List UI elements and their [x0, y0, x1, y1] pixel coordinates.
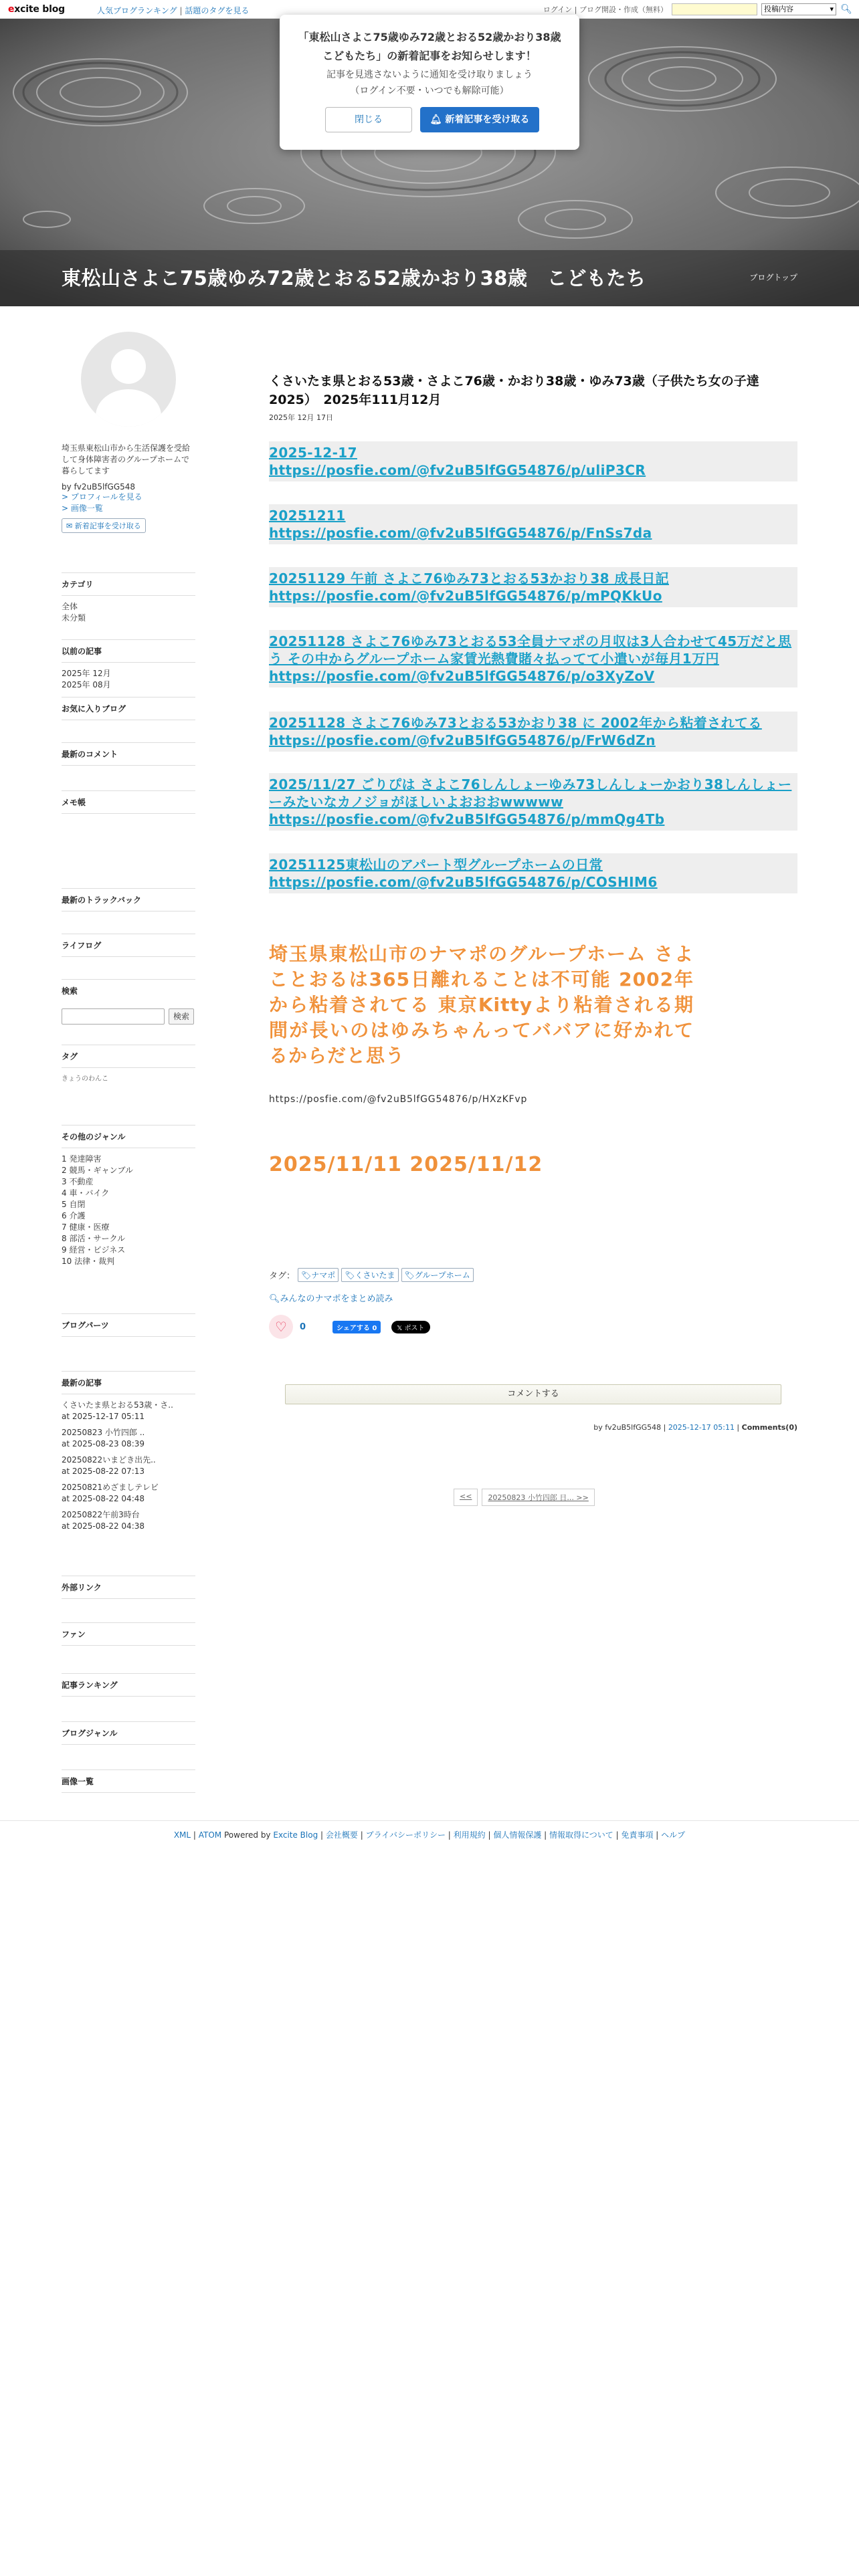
genre-item[interactable]: 8 部活・サークル [62, 1234, 126, 1243]
tag-item[interactable]: きょうのわんこ [62, 1075, 108, 1083]
reaction-bar [269, 1315, 430, 1339]
category-uncategorized[interactable]: 未分類 [62, 613, 86, 623]
archive-2025-08[interactable]: 2025年 08月 [62, 680, 111, 689]
link-block-url[interactable]: https://posfie.com/@fv2uB5lfGG54876/p/o3XyZoV [269, 668, 655, 684]
post-byline: by fv2uB5lfGG548 | 2025-12-17 05:11 | Comments(0) [593, 1423, 797, 1432]
genre-section [62, 1125, 195, 1267]
footer-atom-link[interactable]: ATOM [198, 1830, 222, 1840]
subscription-popup [280, 15, 579, 150]
genre-heading: その他のジャンル [62, 1125, 195, 1148]
footer-excite-link[interactable]: Excite Blog [273, 1830, 318, 1840]
profile-user: by fv2uB5lfGG548 [62, 482, 136, 492]
recent-post-item[interactable] [62, 1509, 195, 1532]
popup-desc-line-1: 記事を見逃さないように通知を受け取りましょう [326, 70, 533, 80]
tag-namapo[interactable]: 🏷︎ナマポ [298, 1268, 339, 1282]
blog-parts-section [62, 1313, 195, 1337]
top-right-tools [543, 3, 852, 16]
byline-comments[interactable]: Comments(0) [741, 1423, 797, 1432]
search-heading: 検索 [62, 979, 195, 1002]
orange-headline: 埼玉県東松山市のナマポのグループホーム さよことおるは365日離れることは不可能 2002年から粘着されてる 東京Kittyより粘着される期間が長いのはゆみちゃんってババアに好かれてるからだと思う [269, 943, 694, 1067]
link-divider: | [179, 6, 185, 15]
blog-search-button[interactable]: 検索 [169, 1008, 194, 1025]
footer-personal-info-link[interactable]: 個人情報保護 [493, 1830, 542, 1840]
ranking-link[interactable]: 人気ブログランキング [97, 6, 177, 15]
x-post-button[interactable]: 𝕏 ポスト [391, 1321, 430, 1333]
blog-genre-section [62, 1721, 195, 1745]
recent-post-date: at 2025-08-22 04:38 [62, 1521, 145, 1531]
image-list-link[interactable]: > 画像一覧 [62, 504, 103, 513]
genre-item[interactable]: 3 不動産 [62, 1177, 94, 1186]
archive-heading: 以前の記事 [62, 639, 195, 663]
link-block-url[interactable]: https://posfie.com/@fv2uB5lfGG54876/p/FnSs7da [269, 525, 652, 541]
recent-comments-section [62, 742, 195, 766]
excite-blog-logo[interactable]: excite blog [8, 4, 65, 15]
pager-next[interactable]: 20250823 小竹四郎 日... >> [482, 1489, 594, 1506]
genre-item[interactable]: 5 自閉 [62, 1200, 86, 1209]
magnifier-icon: 🔍︎ [269, 1294, 280, 1304]
recent-post-item[interactable] [62, 1427, 195, 1450]
post-tags [269, 1268, 474, 1282]
byline-permalink[interactable]: 2025-12-17 05:11 [668, 1423, 735, 1432]
link-block [269, 567, 797, 607]
link-block [269, 712, 797, 752]
search-section [62, 979, 195, 1025]
external-links-heading: 外部リンク [62, 1576, 195, 1599]
recent-posts-list [62, 1394, 195, 1532]
recent-post-date: at 2025-08-23 08:39 [62, 1439, 145, 1448]
profile-text: 埼玉県東松山市から生活保護を受給して身体障害者のグループホームで暮らしてます [62, 443, 191, 475]
recent-posts-section [62, 1371, 195, 1537]
tag-heading: タグ [62, 1045, 195, 1068]
sidebar-subscribe-button[interactable] [62, 518, 146, 533]
recent-posts-heading: 最新の記事 [62, 1371, 195, 1394]
comment-button[interactable]: コメントする [285, 1384, 781, 1404]
images-heading: 画像一覧 [62, 1769, 195, 1793]
recent-post-item[interactable] [62, 1455, 195, 1477]
external-links-section [62, 1576, 195, 1599]
post-ranking-heading: 記事ランキング [62, 1673, 195, 1697]
fans-heading: ファン [62, 1622, 195, 1646]
genre-item[interactable]: 10 法律・裁判 [62, 1257, 115, 1266]
footer-xml-link[interactable]: XML [173, 1830, 191, 1840]
footer-info-acquisition-link[interactable]: 情報取得について [549, 1830, 613, 1840]
trackback-section [62, 888, 195, 911]
recent-post-title[interactable]: 20250821めざましテレビ [62, 1483, 159, 1492]
blog-top-link[interactable]: ブログトップ [749, 273, 797, 282]
recent-post-date: at 2025-08-22 07:13 [62, 1467, 145, 1476]
footer: XML | ATOM Powered by Excite Blog | 会社概要 | プライバシーポリシー | 利用規約 | 個人情報保護 | 情報取得について | 免責事項 | ヘルプ [0, 1820, 859, 1840]
link-block-title[interactable]: 20251211 [269, 508, 346, 524]
footer-terms-link[interactable]: 利用規約 [453, 1830, 486, 1840]
footer-privacy-link[interactable]: プライバシーポリシー [365, 1830, 446, 1840]
favorite-blogs-heading: お気に入りブログ [62, 697, 195, 720]
popup-title-line-1: 「東松山さよこ75歳ゆみ72歳とおる52歳かおり38歳 [298, 31, 561, 43]
link-block-url[interactable]: https://posfie.com/@fv2uB5lfGG54876/p/uliP3CR [269, 462, 646, 478]
login-signup-links[interactable]: ログイン | ブログ開設・作成（無料） [543, 5, 668, 14]
genre-item[interactable]: 6 介護 [62, 1211, 86, 1220]
x-icon: 𝕏 [397, 1324, 405, 1332]
link-block-url[interactable]: https://posfie.com/@fv2uB5lfGG54876/p/mPQKkUo [269, 588, 662, 604]
tag-group-home[interactable]: 🏷︎グループホーム [401, 1268, 474, 1282]
recent-post-title[interactable]: 20250822午前3時台 [62, 1510, 140, 1519]
recent-post-item[interactable] [62, 1400, 195, 1422]
tag-icon: 🏷︎ [404, 1271, 415, 1280]
blog-genre-heading: ブログジャンル [62, 1721, 195, 1745]
category-heading: カテゴリ [62, 572, 195, 596]
category-all[interactable]: 全体 [62, 602, 78, 611]
footer-powered: Powered by [223, 1830, 271, 1840]
tag-kusaitama[interactable]: 🏷︎くさいたま [341, 1268, 398, 1282]
blog-parts-heading: ブログパーツ [62, 1313, 195, 1337]
top-links [97, 5, 249, 16]
popup-desc-line-2: （ログイン不要・いつでも解除可能） [350, 86, 509, 96]
popup-buttons [325, 107, 539, 132]
recent-post-item[interactable] [62, 1482, 195, 1505]
archive-2025-12[interactable]: 2025年 12月 [62, 669, 111, 678]
tag-icon: 🏷︎ [345, 1271, 355, 1280]
plain-url-text: https://posfie.com/@fv2uB5lfGG54876/p/HXzKFvp [269, 1094, 528, 1105]
recent-post-title[interactable]: くさいたま県とおる53歳・さ.. [62, 1400, 173, 1410]
genre-item[interactable]: 2 競馬・ギャンブル [62, 1166, 133, 1175]
read-all-link[interactable]: 🔍︎みんなのナマポをまとめ読み [269, 1294, 393, 1304]
genre-item[interactable]: 1 発達障害 [62, 1154, 102, 1164]
popup-subscribe-button[interactable] [420, 107, 539, 132]
link-block-title[interactable]: 20251128 さよこ76ゆみ73とおる53全員ナマポの月収は3人合わせて45万だと思う その中からグループホーム家賃光熱費賭々払ってて小遣いが毎月1万円 [269, 633, 792, 667]
pager [454, 1489, 595, 1506]
trackback-heading: 最新のトラックバック [62, 888, 195, 911]
sidebar-subscribe-label: 新着記事を受け取る [74, 522, 141, 530]
post-ranking-section [62, 1673, 195, 1697]
genre-item[interactable]: 9 経営・ビジネス [62, 1245, 126, 1255]
archive-section [62, 639, 195, 691]
bell-icon: ✉ [66, 522, 75, 530]
trending-tags-link[interactable]: 話題のタグを見る [185, 6, 250, 15]
link-block [269, 630, 797, 687]
tag-section [62, 1045, 195, 1085]
recent-post-title[interactable]: 20250823 小竹四郎 .. [62, 1428, 145, 1437]
like-count: 0 [300, 1321, 306, 1332]
memo-section [62, 790, 195, 814]
like-heart-icon[interactable]: ♡ [269, 1315, 293, 1339]
link-block [269, 441, 797, 481]
category-section [62, 572, 195, 624]
avatar[interactable] [81, 332, 176, 427]
images-section [62, 1769, 195, 1793]
link-block-url[interactable]: https://posfie.com/@fv2uB5lfGG54876/p/COSHIM6 [269, 874, 658, 890]
memo-heading: メモ帳 [62, 790, 195, 814]
facebook-share-button[interactable]: シェアする 0 [332, 1321, 381, 1333]
genre-item[interactable]: 7 健康・医療 [62, 1222, 110, 1232]
avatar-body-shape [96, 389, 161, 427]
global-search-input[interactable] [672, 3, 757, 15]
link-block [269, 773, 797, 831]
link-block [269, 853, 797, 893]
link-block-title[interactable]: 20251129 午前 さよこ76ゆみ73とおる53かおり38 成長日記 [269, 570, 669, 586]
post-date: 2025年 12月 17日 [269, 413, 333, 422]
favorite-blogs-section [62, 697, 195, 720]
sidebar [62, 332, 195, 1786]
search-icon[interactable]: 🔍︎ [840, 4, 852, 15]
orange-dates: 2025/11/11 2025/11/12 [269, 1153, 543, 1176]
fans-section [62, 1622, 195, 1646]
post-title[interactable]: くさいたま県とおる53歳・さよこ76歳・かおり38歳・ゆみ73歳（子供たち女の子達2025） 2025年111月12月 [269, 374, 759, 407]
popup-title-line-2: こどもたち」の新着記事をお知らせします！ [322, 49, 537, 62]
byline-user: by fv2uB5lfGG548 [593, 1423, 662, 1432]
link-block-url[interactable]: https://posfie.com/@fv2uB5lfGG54876/p/FrW6dZn [269, 732, 656, 748]
genre-item[interactable]: 4 車・バイク [62, 1188, 110, 1198]
tags-label: タグ： [269, 1271, 296, 1281]
footer-help-link[interactable]: ヘルプ [661, 1830, 686, 1840]
profile-link[interactable]: > プロフィールを見る [62, 492, 142, 502]
lifelog-section [62, 934, 195, 957]
link-block-title[interactable]: 20251125東松山のアパート型グループホームの日常 [269, 857, 603, 873]
recent-post-date: at 2025-12-17 05:11 [62, 1412, 145, 1421]
footer-company-link[interactable]: 会社概要 [325, 1830, 358, 1840]
recent-comments-heading: 最新のコメント [62, 742, 195, 766]
tag-icon: 🏷︎ [301, 1271, 312, 1280]
recent-post-date: at 2025-08-22 04:48 [62, 1494, 145, 1503]
lifelog-heading: ライフログ [62, 934, 195, 957]
search-scope-select[interactable]: 投稿内容 ▾ [761, 3, 836, 15]
bell-icon: 🔔︎ [430, 114, 446, 125]
pager-prev[interactable]: << [454, 1489, 478, 1506]
blog-search-input[interactable] [62, 1008, 165, 1025]
link-block [269, 504, 797, 544]
blog-title[interactable]: 東松山さよこ75歳ゆみ72歳とおる52歳かおり38歳 こどもたち [62, 267, 646, 290]
link-block-url[interactable]: https://posfie.com/@fv2uB5lfGG54876/p/mmQg4Tb [269, 811, 665, 827]
footer-disclaimer-link[interactable]: 免責事項 [621, 1830, 654, 1840]
link-block-title[interactable]: 20251128 さよこ76ゆみ73とおる53かおり38 に 2002年から粘着されてる [269, 715, 762, 731]
avatar-head-shape [111, 349, 146, 384]
recent-post-title[interactable]: 20250822いまどき出先.. [62, 1455, 156, 1465]
link-block-title[interactable]: 2025-12-17 [269, 445, 357, 461]
popup-subscribe-label: 新着記事を受け取る [445, 114, 530, 125]
popup-close-button[interactable]: 閉じる [325, 107, 412, 132]
main-content [269, 372, 797, 1502]
genre-list [62, 1148, 195, 1267]
blog-title-bar [0, 250, 859, 306]
link-block-title[interactable]: 2025/11/27 ごりぴは さよこ76しんしょーゆみ73しんしょーかおり38しんしょーーみたいなカノジョがほしいよおおおwwwww [269, 776, 792, 810]
